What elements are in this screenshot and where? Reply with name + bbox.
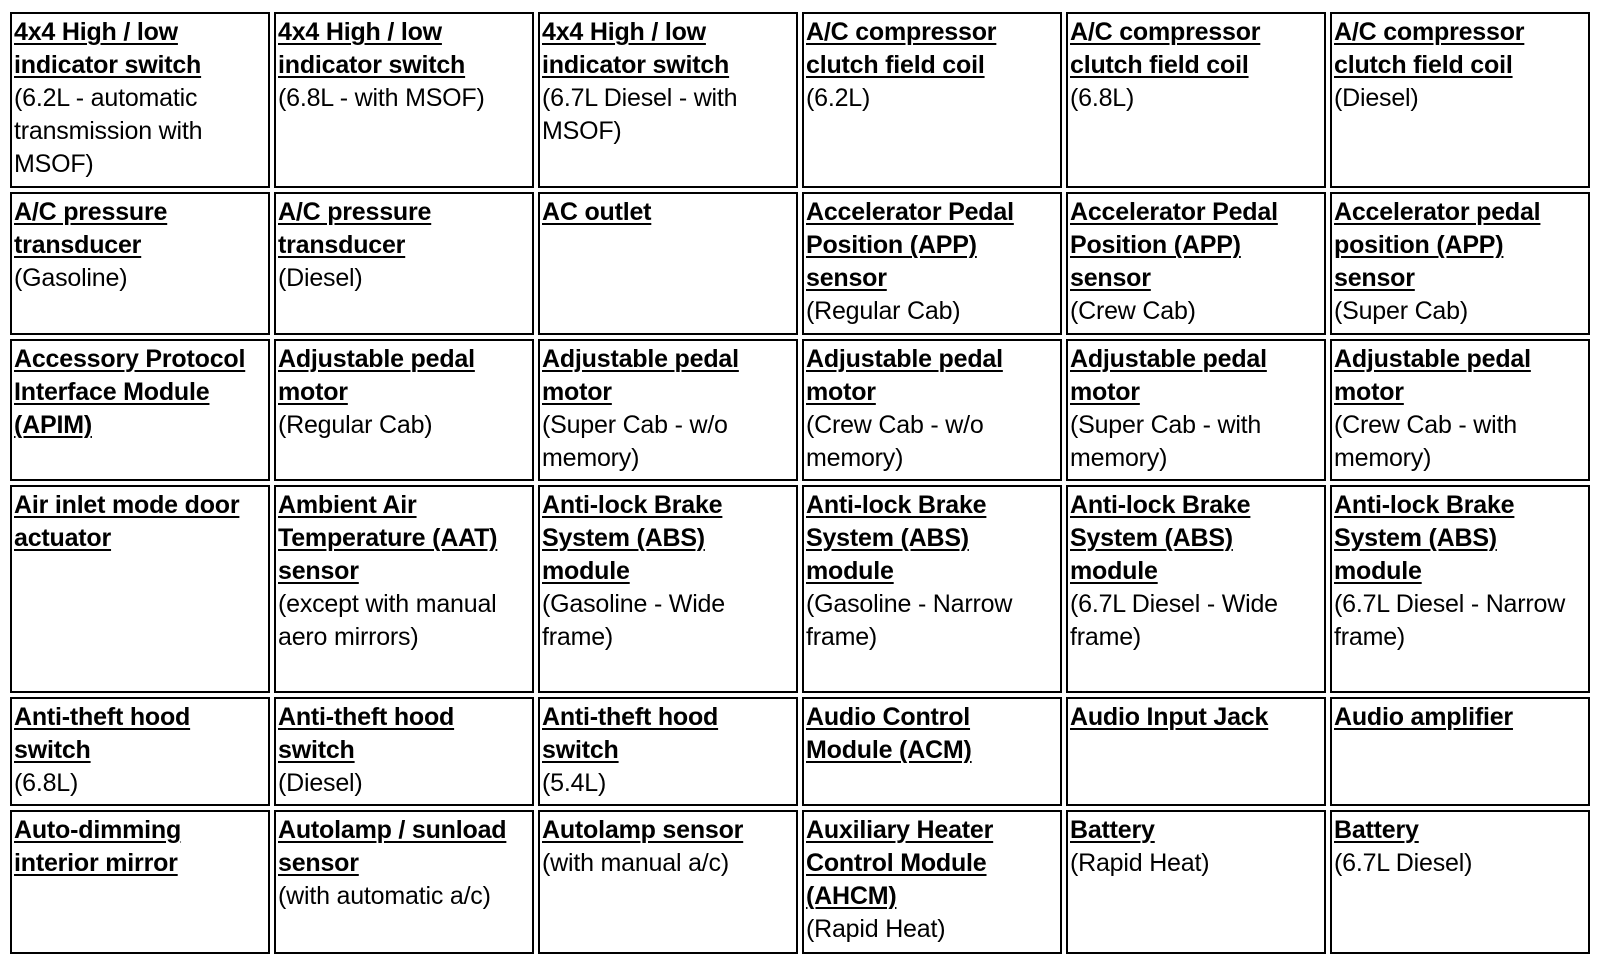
component-note: (Super Cab) (1334, 297, 1468, 326)
component-link[interactable]: Battery (1070, 815, 1155, 844)
component-note: (Rapid Heat) (806, 914, 946, 943)
component-cell (802, 485, 1062, 693)
component-cell (10, 810, 270, 954)
component-link[interactable]: Anti-lock Brake System (ABS) module (1334, 490, 1515, 585)
component-cell (10, 339, 270, 481)
component-link[interactable]: Accessory Protocol Interface Module (APIM) (14, 344, 246, 439)
component-cell (538, 810, 798, 954)
component-note: (Diesel) (278, 264, 363, 293)
component-link[interactable]: Accelerator pedal position (APP) sensor (1334, 198, 1541, 293)
component-cell (1066, 192, 1326, 334)
component-link[interactable]: Ambient Air Temperature (AAT) sensor (278, 490, 498, 585)
component-link[interactable]: Adjustable pedal motor (542, 344, 739, 406)
table-row (10, 697, 1590, 805)
component-note: (6.2L - automatic transmission with MSOF) (14, 84, 203, 178)
component-cell (274, 192, 534, 334)
component-note: (Diesel) (278, 769, 363, 798)
table-body (10, 12, 1590, 954)
component-link[interactable]: A/C compressor clutch field coil (1334, 18, 1525, 79)
component-cell (1066, 810, 1326, 954)
component-link[interactable]: Anti-lock Brake System (ABS) module (1070, 490, 1251, 585)
component-note: (6.2L) (806, 84, 871, 112)
component-note: (Crew Cab - with memory) (1334, 410, 1517, 472)
component-link[interactable]: Anti-theft hood switch (14, 703, 191, 765)
component-cell (802, 339, 1062, 481)
component-link[interactable]: Anti-lock Brake System (ABS) module (542, 490, 723, 585)
component-cell (802, 192, 1062, 334)
component-cell (10, 485, 270, 693)
table-row (10, 485, 1590, 693)
component-cell (274, 697, 534, 805)
component-link[interactable]: Anti-theft hood switch (278, 703, 455, 765)
component-link[interactable]: A/C compressor clutch field coil (806, 18, 997, 79)
component-note: (with automatic a/c) (278, 881, 491, 910)
component-note: (6.7L Diesel - with MSOF) (542, 84, 738, 145)
component-link[interactable]: Auxiliary Heater Control Module (AHCM) (806, 815, 994, 910)
component-link[interactable]: Adjustable pedal motor (806, 344, 1003, 406)
component-link[interactable]: 4x4 High / low indicator switch (542, 18, 730, 79)
component-cell (1330, 810, 1590, 954)
component-note: (Super Cab - with memory) (1070, 410, 1262, 472)
component-cell (538, 339, 798, 481)
component-link[interactable]: Audio Input Jack (1070, 703, 1269, 732)
component-cell (538, 12, 798, 188)
component-cell (1066, 697, 1326, 805)
component-cell (1330, 192, 1590, 334)
component-link[interactable]: Adjustable pedal motor (278, 344, 475, 406)
component-note: (with manual a/c) (542, 848, 729, 877)
component-cell (1066, 485, 1326, 693)
component-note: (5.4L) (542, 769, 607, 798)
component-note: (Diesel) (1334, 84, 1419, 112)
component-note: (6.8L) (14, 769, 79, 798)
component-link[interactable]: Audio Control Module (ACM) (806, 703, 972, 765)
component-link[interactable]: 4x4 High / low indicator switch (278, 18, 466, 79)
component-link[interactable]: Adjustable pedal motor (1334, 344, 1531, 406)
component-cell (1330, 485, 1590, 693)
component-link[interactable]: Auto-dimming interior mirror (14, 815, 182, 877)
component-cell (1330, 339, 1590, 481)
component-note: (6.8L - with MSOF) (278, 84, 485, 112)
component-cell (274, 485, 534, 693)
component-link[interactable]: Anti-theft hood switch (542, 703, 719, 765)
component-link[interactable]: A/C compressor clutch field coil (1070, 18, 1261, 79)
table-row (10, 12, 1590, 188)
component-cell (538, 485, 798, 693)
component-note: (Gasoline - Wide frame) (542, 589, 725, 651)
component-cell (1066, 339, 1326, 481)
component-cell (802, 810, 1062, 954)
component-note: (Crew Cab - w/o memory) (806, 410, 984, 472)
component-cell (538, 192, 798, 334)
component-cell (10, 697, 270, 805)
component-cell (10, 12, 270, 188)
component-cell (274, 12, 534, 188)
component-link[interactable]: Autolamp / sunload sensor (278, 815, 507, 877)
component-note: (Regular Cab) (278, 410, 433, 439)
component-link[interactable]: 4x4 High / low indicator switch (14, 18, 202, 79)
table-row (10, 192, 1590, 334)
component-note: (6.7L Diesel - Narrow frame) (1334, 589, 1566, 651)
component-cell (274, 810, 534, 954)
component-location-table (6, 8, 1594, 958)
component-note: (6.8L) (1070, 84, 1135, 112)
component-link[interactable]: Accelerator Pedal Position (APP) sensor (806, 198, 1014, 293)
component-link[interactable]: A/C pressure transducer (14, 198, 168, 260)
component-note: (Rapid Heat) (1070, 848, 1210, 877)
component-note: (6.7L Diesel) (1334, 848, 1473, 877)
table-row (10, 810, 1590, 954)
component-link[interactable]: AC outlet (542, 198, 652, 227)
component-note: (except with manual aero mirrors) (278, 589, 497, 651)
component-link[interactable]: Autolamp sensor (542, 815, 744, 844)
component-note: (Regular Cab) (806, 297, 961, 326)
component-link[interactable]: Anti-lock Brake System (ABS) module (806, 490, 987, 585)
component-note: (Crew Cab) (1070, 297, 1196, 326)
component-link[interactable]: Air inlet mode door actuator (14, 490, 240, 552)
component-note: (Super Cab - w/o memory) (542, 410, 728, 472)
component-cell (538, 697, 798, 805)
component-link[interactable]: Accelerator Pedal Position (APP) sensor (1070, 198, 1278, 293)
component-link[interactable]: Adjustable pedal motor (1070, 344, 1267, 406)
table-row (10, 339, 1590, 481)
component-cell (274, 339, 534, 481)
component-cell (1330, 697, 1590, 805)
component-note: (Gasoline) (14, 264, 128, 293)
component-link[interactable]: Audio amplifier (1334, 703, 1513, 732)
component-link[interactable]: A/C pressure transducer (278, 198, 432, 260)
component-note: (Gasoline - Narrow frame) (806, 589, 1013, 651)
component-cell (802, 12, 1062, 188)
component-note: (6.7L Diesel - Wide frame) (1070, 589, 1278, 651)
component-cell (1066, 12, 1326, 188)
component-cell (1330, 12, 1590, 188)
component-link[interactable]: Battery (1334, 815, 1419, 844)
component-cell (802, 697, 1062, 805)
component-cell (10, 192, 270, 334)
